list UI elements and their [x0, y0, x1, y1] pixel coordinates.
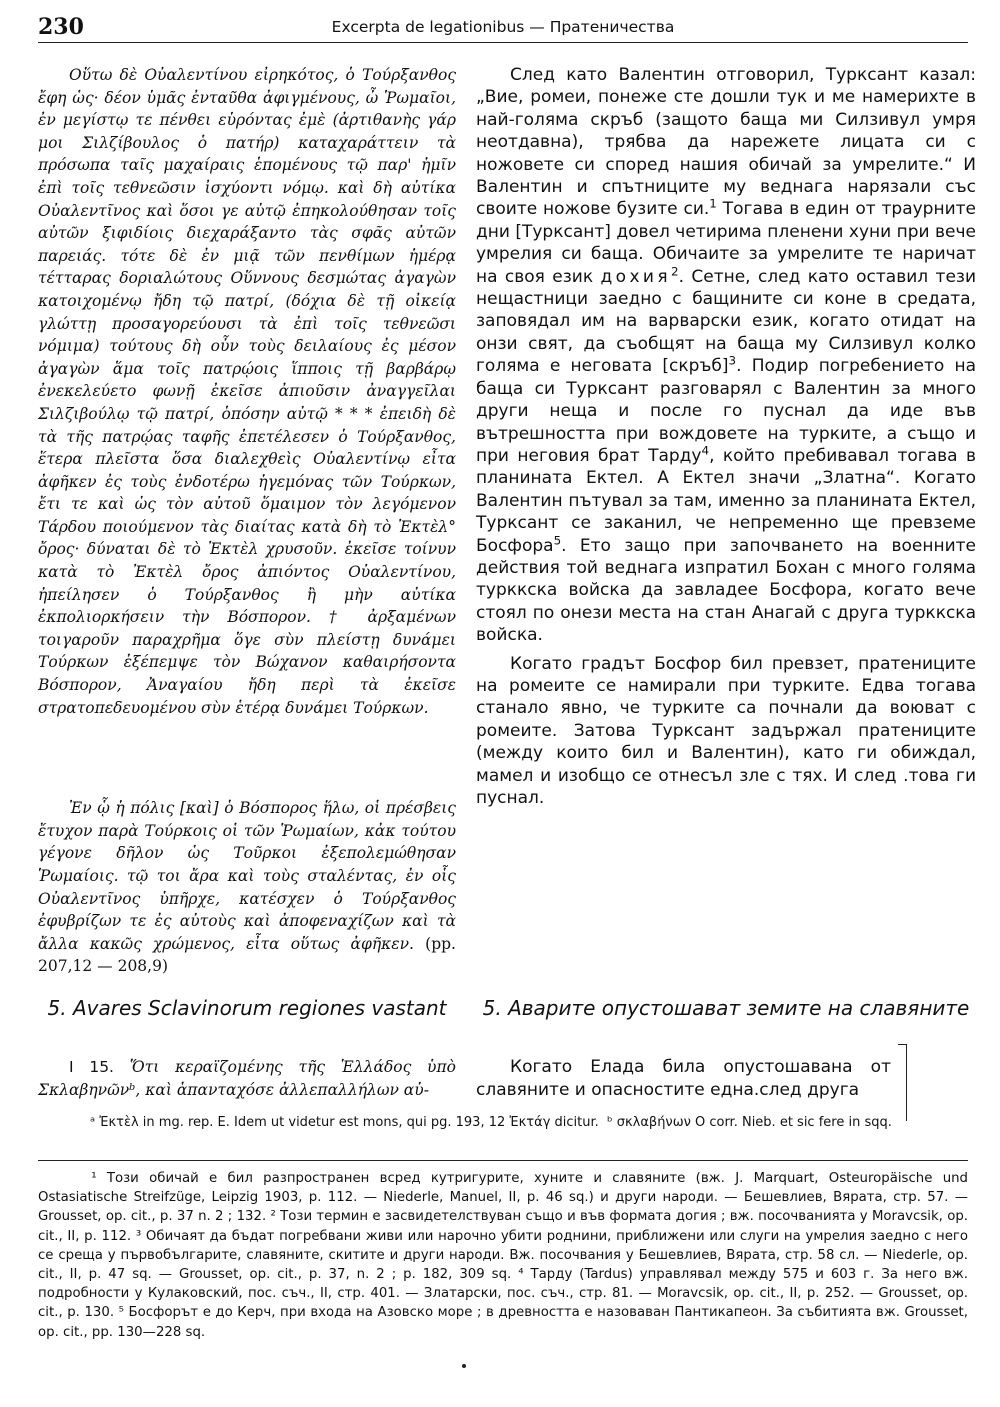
translation-text: . Ето защо при започването на военните действия той веднага изпратил Бохан с много голяма турккска войска да завладее Босфора, когато вече стоял по онези места на стан Анагай с друга турккска войска.: [476, 535, 976, 646]
section-greek-text: [38, 1056, 456, 1102]
greek-paragraph-1: Οὕτω δὲ Οὐαλεντίνου εἰρηκότος, ὁ Τούρξανθος ἔφη ὡς· δέον ὑμᾶς ἐνταῦθα ἀφιγμένους, ὦ Ῥωμαῖοι, ἐν μεγίστῳ τε πένθει εὑρόντας ἐμὲ (ἀρτιθανὴς γάρ μοι Σιλζίβουλος ὁ πατήρ) καταχαράττειν τὰ πρόσωπα ταῖς μαχαίραις ἑπομένους τῷ παρ' ἡμῖν ἐπὶ τοῖς τεθνεῶσιν ἰσχύοντι νόμῳ. καὶ δὴ αὐτίκα Οὐαλεντῖνος καὶ ὅσοι γε αὐτῷ ἐπηκολούθησαν τοῖς αὐτῶν ξιφιδίοις διεχαράξαντο τὰς σφᾶς αὐτῶν παρειάς. τότε δὲ ἐν μιᾷ τῶν πενθίμων ἡμέρᾳ τέτταρας δοριαλώτους Οὕννους δεσμώτας ἀγαγὼν κατοιχομένῳ ἤδη τῷ πατρί, (δόχια δὲ τῇ οἰκείᾳ γλώττῃ προσαγορεύουσι τὰ ἐπὶ τοῖς τεθνεῶσι νόμιμα) τούτους δὴ οὖν τοὺς δειλαίους ἐς μέσον ἀγαγὼν ἅμα τοῖς πατρῴοις ἵπποις τῇ βαρβάρῳ ἐνεκελεύετο φωνῇ ἐκεῖσε ἀπιοῦσιν ἀναγγεῖλαι Σιλζιβούλῳ τῷ πατρί, ὁπόσην αὐτῷ * * * ἐπειδὴ δὲ τὰ τῆς πατρῴας ταφῆς ἐπετέλεσεν ὁ Τούρξανθος, ἕτερα πλεῖστα ὅσα διαλεχθεὶς Οὐαλεντίνῳ εἶτα ἀφῆκεν ἐς τοὺς ἐνδοτέρω ἡγεμόνας τῶν Τούρκων, ἔτι τε καὶ ὡς τὸν αὐτοῦ ὅμαιμον τὸν λεγόμενον Τάρδου ποιούμενον τὰς διαίτας κατὰ δὴ τὸ Ἐκτὲλ° ὄρος· δύναται δὲ τὸ Ἐκτὲλ χρυσοῦν. ἐκεῖσε τοίνυν κατὰ τὸ Ἐκτὲλ ὄρος ἀπιόντος Οὐαλεντίνου, ἠπείλησεν ὁ Τούρξανθος ἢ μὴν αὐτίκα ἐκπολιορκήσειν τὴν Βόσπορον. † ἀρξαμένων τοιγαροῦν παραχρῆμα ὅγε σὺν πλείστῃ δυνάμει Τούρκων ἐξέπεμψε τὸν Βώχανον καθαιρήσοντα Βόσπορον, Ἀναγαίου ἤδη περὶ τὰ ἐκεῖσε στρατοπεδευομένου σὺν ἑτέρᾳ δυνάμει Τούρκων.: [38, 66, 456, 717]
page-reference: (pp. 207,12 — 208,9): [38, 934, 456, 976]
translation-paragraph-1: [476, 64, 976, 647]
footnotes: ¹ Този обичай е бил разпространен всред кутригурите, хуните и славяните (вж. J. Marquart, Osteuropäische und Ostasiatische Streifzüge, Leipzig 1903, p. 112. — Niederle, Manuel, II, p. 46 sq.) и други народи. — Бешевлиев, Вярата, стр. 57. — Grousset, op. cit., p. 37 n. 2 ; 132. ² Този термин е засвидетелствуван също и във формата догия ; вж. посочванията у Moravcsik, op. cit., II, p. 112. ³ Обичаят да бъдат погребвани живи или нарочно убити роднини, приближени или слуги на умрелия заедно с него се среща у първобългарите, славяните, скитите и други народи. Вж. посочвания у Бешевлиев, Вярата, стр. 58 сл. — Niederle, op. cit., II, p. 47 sq. — Grousset, op. cit., p. 37, n. 2 ; p. 182, 309 sq. ⁴ Тарду (Tardus) управлявал между 575 и 603 г. За него вж. подробности у Кулаковский, пос. съч., II, стр. 401. — Златарски, пос. съч., стр. 81. — Moravcsik, op. cit., II, p. 252. — Grousset, op. cit., p. 130. ⁵ Босфорът е до Керч, при входа на Азовско море ; в древността е назоваван Пантикапеон. За събитията вж. Grousset, op. cit., pp. 130—228 sq.: [38, 1160, 968, 1342]
bulgarian-translation-column: [476, 64, 976, 809]
greek-paragraph-2-text: Ἐν ᾧ ἡ πόλις [καὶ] ὁ Βόσπορος ἥλω, οἱ πρέσβεις ἔτυχον παρὰ Τούρκοις οἱ τῶν Ῥωμαίων, κἀκ τούτου γέγονε δῆλον ὡς Τοῦρκοι ἐξεπολεμώθησαν Ῥωμαίοις. τῷ τοι ἄρα καὶ τοὺς σταλέντας, ἐν οἷς Οὐαλεντῖνος ὑπῆρχε, κατέσχεν ὁ Τούρξανθος ἐφυβρίζων τε ἐς αὐτοὺς καὶ ἀποφεναχίζων καὶ τὰ ἄλλα κακῶς χρώμενος, εἶτα οὕτως ἀφῆκεν.: [38, 799, 456, 953]
greek-paragraph-2: [38, 797, 456, 978]
section-translation-text: Когато Елада била опустошавана от славяните и опасностите една.след друга: [476, 1057, 891, 1100]
footnote-ref: 3: [728, 353, 737, 368]
translation-paragraph-2: Когато градът Босфор бил превзет, пратениците на ромеите се намирали при турките. Едва тогава станало явно, че турките са почнали да воюват с ромеите. Затова Турксант задържал пратениците (между които бил и Валентин), като ги обиждал, мамел и изобщо се отнесъл зле с тях. И след .това ги пуснал.: [476, 653, 976, 808]
term-dochia: дохия: [600, 266, 671, 287]
footnote-ref: 4: [701, 443, 710, 458]
footnote-ref: 2: [671, 264, 679, 278]
section-greek-line: Ὅτι κεραϊζομένης τῆς Ἑλλάδος ὑπὸ Σκλαβηνῶνᵇ, καὶ ἁπανταχόσε ἀλλεπαλλήλων αὐ-: [38, 1058, 456, 1099]
section-number: I 15.: [69, 1058, 114, 1076]
section-title-latin: 5. Avares Sclavinorum regiones vastant: [47, 996, 447, 1020]
page-number: 230: [38, 14, 84, 40]
critical-apparatus: [38, 1113, 968, 1132]
running-title: Excerpta de legationibus — Пратеничества: [331, 18, 675, 36]
translation-text: След като Валентин отговорил, Турксант казал: „Вие, ромеи, понеже сте дошли тук и ме намерихте в най-голяма скръб (защото баща ми Силзивул умря неотдавна), трябва да нарежете лицата си с ножовете си според нашия обичай за умрелите.“ И Валентин и спътниците му веднага нарязали със своите ножове бузите си.: [476, 65, 976, 220]
footnote-ref: 5: [553, 532, 562, 547]
translation-text: . Подир погребението на баща си Турксант разговарял с Валентин за много други неща и после го пуснал да иде във вътрешността при вождовете на турките, а също и при неговия брат Тарду: [476, 356, 976, 466]
apparatus-note-b: ᵇ σκλαβήνων O corr. Nieb. et sic fere in sqq.: [607, 1115, 892, 1130]
page-mark: [462, 1364, 466, 1368]
translation-text: , който пребивавал тогава в планината Ектел. А Ектел значи „Златна“. Когато Валентин пътувал за там, именно за планината Ектел, Турксант се заканил, че непременно ще превземе Босфора: [476, 445, 976, 556]
section-title-bulgarian: 5. Аварите опустошават земите на славяните: [482, 996, 970, 1020]
greek-text-column: [38, 64, 456, 978]
translation-text: Тогава в един от траурните дни [Турксант] довел четирима пленени хуни при вече умрелия си баща. Обичаите за умрелите те наричат на своя език: [476, 199, 976, 287]
translation-text: . Сетне, след като оставил тези нещастници заедно с бащините си коне в средата, заповядал им на варварски език, когато отидат на онзи свят, да съобщят на баща му Силзивул колко голяма е неговата [скръб]: [476, 266, 976, 377]
apparatus-note-a: ᵃ Ἐκτὲλ in mg. rep. E. Idem ut videtur est mons, qui pg. 193, 12 Ἐκτάγ dicitur.: [90, 1115, 599, 1130]
margin-bracket: [898, 1044, 907, 1121]
page-header: [38, 10, 968, 43]
footnote-ref: 1: [709, 196, 717, 211]
